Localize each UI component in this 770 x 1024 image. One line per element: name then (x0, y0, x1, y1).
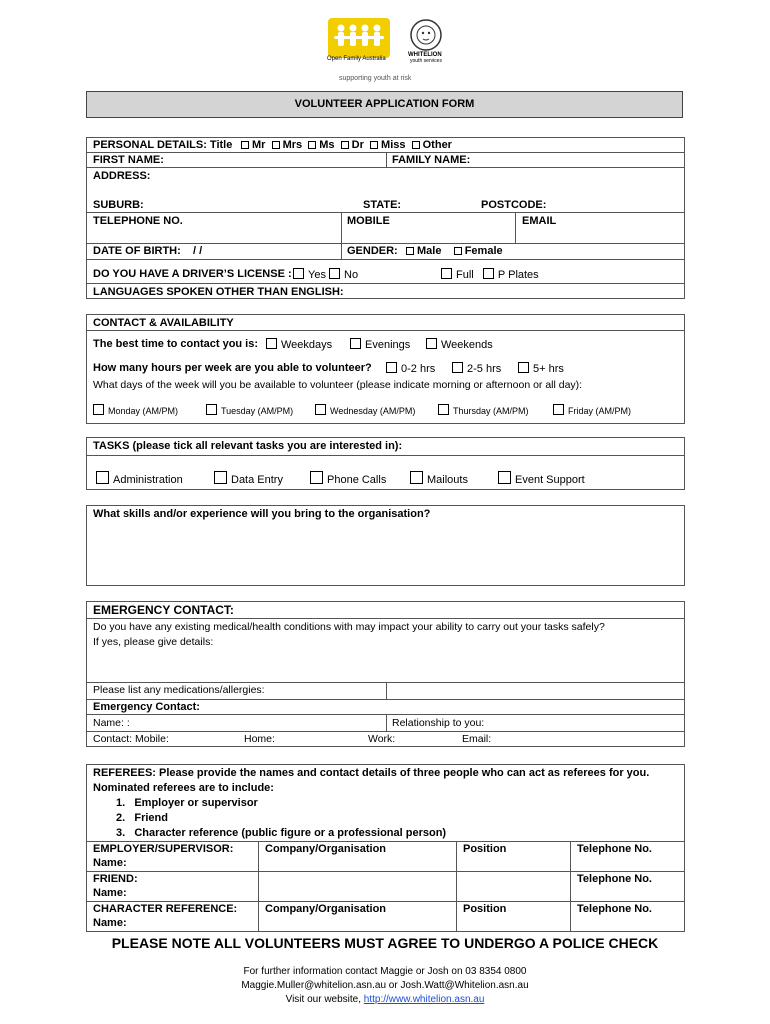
title-miss-checkbox[interactable] (370, 141, 378, 149)
day-thursday (438, 404, 529, 418)
ec-home-field[interactable]: Home: (244, 733, 275, 745)
title-mr-checkbox[interactable] (241, 141, 249, 149)
suburb-field[interactable]: SUBURB: (93, 199, 144, 211)
friday-checkbox[interactable] (553, 404, 564, 415)
data-entry-label: Data Entry (231, 474, 283, 486)
referee-list-item-3: 3. Character reference (public figure or a professional person) (116, 827, 447, 839)
referee-list-text-3: Character reference (public figure or a professional person) (134, 827, 447, 839)
monday-label: Monday (AM/PM) (108, 406, 179, 416)
hours-5-plus-label: 5+ hrs (533, 363, 564, 375)
data-entry-checkbox[interactable] (214, 471, 227, 484)
lion-head-icon (408, 18, 444, 52)
license-no-checkbox[interactable] (329, 268, 340, 279)
thursday-checkbox[interactable] (438, 404, 449, 415)
license-full-label: Full (456, 269, 474, 281)
best-time-label: The best time to contact you is: (93, 338, 259, 350)
monday-checkbox[interactable] (93, 404, 104, 415)
contact-time-weekends (426, 338, 493, 352)
administration-label: Administration (113, 474, 183, 486)
referee-friend-label: FRIEND: (93, 873, 138, 885)
ec-name-field[interactable]: Name: : (93, 717, 130, 729)
license-yes-no (293, 268, 358, 282)
title-mrs-label: Mrs (282, 139, 303, 151)
whitelion-logo-sub: youth services (410, 58, 442, 64)
task-administration (96, 471, 183, 487)
hours-5-plus (518, 362, 564, 376)
title-dr-label: Dr (351, 139, 364, 151)
mobile-field[interactable]: MOBILE (347, 215, 390, 227)
form-title: VOLUNTEER APPLICATION FORM (86, 91, 683, 118)
day-tuesday (206, 404, 293, 418)
title-label: PERSONAL DETAILS: Title (93, 139, 233, 151)
referee-list-text-2: Friend (134, 812, 168, 824)
email-field[interactable]: EMAIL (522, 215, 557, 227)
title-miss-label: Miss (381, 139, 406, 151)
gender-label: GENDER: (347, 245, 398, 257)
referees-nominated: Nominated referees are to include: (93, 782, 274, 794)
license-p-plates-checkbox[interactable] (483, 268, 494, 279)
event-support-checkbox[interactable] (498, 471, 511, 484)
gender-female-label: Female (464, 245, 503, 257)
referee-list-text-1: Employer or supervisor (134, 797, 258, 809)
website-link[interactable]: http://www.whitelion.asn.au (363, 994, 485, 1005)
task-mailouts (410, 471, 468, 487)
open-family-logo-text: Open Family Australia (327, 56, 386, 62)
languages-field[interactable]: LANGUAGES SPOKEN OTHER THAN ENGLISH: (93, 286, 344, 298)
weekdays-label: Weekdays (281, 339, 333, 351)
footer-website-prefix: Visit our website, (285, 994, 361, 1005)
license-full-checkbox[interactable] (441, 268, 452, 279)
weekends-label: Weekends (441, 339, 493, 351)
license-yes-checkbox[interactable] (293, 268, 304, 279)
ec-mobile-field[interactable]: Contact: Mobile: (93, 733, 169, 745)
friday-label: Friday (AM/PM) (568, 406, 631, 416)
wednesday-label: Wednesday (AM/PM) (330, 406, 416, 416)
first-name-field[interactable]: FIRST NAME: (93, 154, 164, 166)
dob-field[interactable]: DATE OF BIRTH: (93, 245, 181, 257)
gender-female-checkbox[interactable] (454, 247, 462, 255)
hours-5-plus-checkbox[interactable] (518, 362, 529, 373)
gender-male-checkbox[interactable] (406, 247, 414, 255)
license-no-label: No (344, 269, 359, 281)
license-yes-label: Yes (308, 269, 326, 281)
ec-relationship-field[interactable]: Relationship to you: (392, 717, 485, 729)
footer-line-1: For further information contact Maggie or Josh on 03 8354 0800 (243, 966, 527, 977)
emergency-heading: EMERGENCY CONTACT: (93, 603, 234, 617)
gender-male-label: Male (417, 245, 442, 257)
day-wednesday (315, 404, 415, 418)
referee-friend-telephone[interactable]: Telephone No. (577, 873, 652, 885)
referee-employer-name[interactable]: Name: (93, 857, 127, 869)
event-support-label: Event Support (515, 474, 585, 486)
weekdays-checkbox[interactable] (266, 338, 277, 349)
address-field[interactable]: ADDRESS: (93, 170, 151, 182)
ec-email-field[interactable]: Email: (462, 733, 492, 745)
contact-time-evenings (350, 338, 410, 352)
title-mr-label: Mr (252, 139, 266, 151)
family-name-field[interactable]: FAMILY NAME: (392, 154, 471, 166)
medical-question: Do you have any existing medical/health conditions with may impact your ability to carry out your tasks safely? (93, 621, 605, 633)
referee-character-name[interactable]: Name: (93, 917, 127, 929)
referee-employer-company[interactable]: Company/Organisation (265, 843, 387, 855)
hours-2-5-label: 2-5 hrs (467, 363, 502, 375)
referee-character-telephone[interactable]: Telephone No. (577, 903, 652, 915)
tasks-heading: TASKS (please tick all relevant tasks you are interested in): (93, 440, 403, 452)
referee-list-item-2: 2. Friend (116, 812, 168, 824)
day-friday (553, 404, 631, 418)
task-event-support (498, 471, 585, 487)
task-phone-calls (310, 471, 386, 487)
emergency-contact-label: Emergency Contact: (93, 701, 200, 713)
license-type (441, 268, 539, 282)
hours-0-2-checkbox[interactable] (386, 362, 397, 373)
tagline: supporting youth at risk (339, 75, 412, 82)
task-data-entry (214, 471, 283, 487)
postcode-field[interactable]: POSTCODE: (481, 199, 547, 211)
weekends-checkbox[interactable] (426, 338, 437, 349)
referees-intro: REFEREES: Please provide the names and contact details of three people who can act as referees for you. (93, 767, 650, 779)
wednesday-checkbox[interactable] (315, 404, 326, 415)
footer-line-2: Maggie.Muller@whitelion.asn.au or Josh.Watt@Whitelion.asn.au (241, 980, 529, 991)
open-family-logo (328, 18, 390, 58)
title-ms-label: Ms (319, 139, 335, 151)
gender-options (406, 245, 503, 258)
days-question: What days of the week will you be available to volunteer (please indicate morning or afternoon or all day): (93, 379, 583, 391)
license-label: DO YOU HAVE A DRIVER’S LICENSE : (93, 268, 292, 280)
medications-field[interactable]: Please list any medications/allergies: (93, 684, 265, 696)
tuesday-checkbox[interactable] (206, 404, 217, 415)
title-ms-checkbox[interactable] (308, 141, 316, 149)
tuesday-label: Tuesday (AM/PM) (221, 406, 294, 416)
thursday-label: Thursday (AM/PM) (453, 406, 529, 416)
referee-list-item-1: 1. Employer or supervisor (116, 797, 258, 809)
evenings-checkbox[interactable] (350, 338, 361, 349)
license-p-plates-label: P Plates (497, 269, 539, 281)
hours-2-5 (452, 362, 501, 376)
title-options (241, 139, 452, 152)
state-field[interactable]: STATE: (363, 199, 402, 211)
referee-employer-label: EMPLOYER/SUPERVISOR: (93, 843, 234, 855)
people-figures-icon (328, 18, 390, 58)
contact-time-weekdays (266, 338, 332, 352)
title-dr-checkbox[interactable] (341, 141, 349, 149)
hours-0-2 (386, 362, 435, 376)
mailouts-label: Mailouts (427, 474, 468, 486)
referee-employer-telephone[interactable]: Telephone No. (577, 843, 652, 855)
hours-2-5-checkbox[interactable] (452, 362, 463, 373)
referee-character-position[interactable]: Position (463, 903, 507, 915)
phone-calls-label: Phone Calls (327, 474, 387, 486)
police-check-note: PLEASE NOTE ALL VOLUNTEERS MUST AGREE TO UNDERGO A POLICE CHECK (111, 935, 659, 951)
whitelion-logo-text: WHITELION (408, 52, 442, 58)
hours-0-2-label: 0-2 hrs (401, 363, 436, 375)
referee-employer-position[interactable]: Position (463, 843, 507, 855)
referee-character-label: CHARACTER REFERENCE: (93, 903, 238, 915)
title-mrs-checkbox[interactable] (272, 141, 280, 149)
footer-line-3 (0, 994, 770, 1005)
dob-separators: / / (193, 245, 203, 257)
contact-heading: CONTACT & AVAILABILITY (93, 317, 234, 329)
day-monday (93, 404, 178, 418)
ec-work-field[interactable]: Work: (368, 733, 396, 745)
medical-question-details: If yes, please give details: (93, 636, 214, 648)
referee-friend-name[interactable]: Name: (93, 887, 127, 899)
title-other-label: Other (422, 139, 452, 151)
referee-character-company[interactable]: Company/Organisation (265, 903, 387, 915)
evenings-label: Evenings (365, 339, 411, 351)
skills-question: What skills and/or experience will you bring to the organisation? (93, 508, 431, 520)
phone-calls-checkbox[interactable] (310, 471, 323, 484)
title-other-checkbox[interactable] (412, 141, 420, 149)
mailouts-checkbox[interactable] (410, 471, 423, 484)
administration-checkbox[interactable] (96, 471, 109, 484)
whitelion-logo (408, 18, 444, 52)
hours-question: How many hours per week are you able to volunteer? (93, 362, 372, 374)
telephone-field[interactable]: TELEPHONE NO. (93, 215, 183, 227)
